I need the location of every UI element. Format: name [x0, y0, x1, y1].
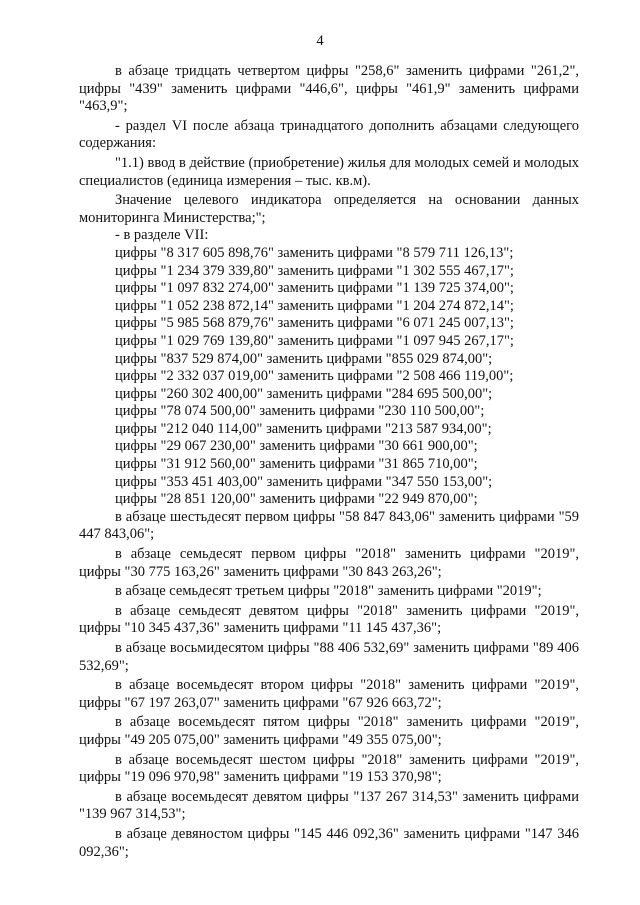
- replacement-line: цифры "78 074 500,00" заменить цифрами "230 110 500,00";: [115, 403, 485, 420]
- replacement-line: цифры "837 529 874,00" заменить цифрами "855 029 874,00";: [115, 350, 493, 367]
- replacement-line: цифры "1 234 379 339,80" заменить цифрами "1 302 555 467,17";: [115, 262, 514, 279]
- paragraph: в абзаце тридцать четвертом цифры "258,6" заменить цифрами "261,2", цифры "439" заменить цифрами "446,6", цифры "461,9" заменить цифрами "463,9";: [79, 63, 579, 115]
- replacement-line: цифры "31 912 560,00" заменить цифрами "31 865 710,00";: [115, 456, 478, 473]
- replacement-line: цифры "5 985 568 879,76" заменить цифрами "6 071 245 007,13";: [115, 315, 514, 332]
- paragraph: в абзаце восьмидесятом цифры "88 406 532,69" заменить цифрами "89 406 532,69";: [79, 640, 579, 674]
- paragraph: в абзаце восемьдесят шестом цифры "2018" заменить цифрами "2019", цифры "19 096 970,98" заменить цифрами "19 153 370,98";: [79, 751, 579, 786]
- replacement-line: цифры "29 067 230,00" заменить цифрами "30 661 900,00";: [115, 438, 478, 455]
- replacement-line: цифры "1 052 238 872,14" заменить цифрами "1 204 274 872,14";: [115, 297, 514, 314]
- replacement-line: цифры "1 029 769 139,80" заменить цифрами "1 097 945 267,17";: [115, 332, 514, 349]
- replacement-line: цифры "8 317 605 898,76" заменить цифрами "8 579 711 126,13";: [115, 244, 514, 261]
- replacement-line: цифры "260 302 400,00" заменить цифрами "284 695 500,00";: [115, 385, 493, 402]
- replacement-line: цифры "212 040 114,00" заменить цифрами "213 587 934,00";: [115, 420, 492, 437]
- paragraph: - в разделе VII:: [115, 227, 209, 244]
- paragraph: в абзаце семьдесят девятом цифры "2018" заменить цифрами "2019", цифры "10 345 437,36" заменить цифрами "11 145 437,36";: [79, 602, 579, 637]
- paragraph: - раздел VI после абзаца тринадцатого дополнить абзацами следующего содержания:: [79, 117, 579, 152]
- paragraph: в абзаце восемьдесят втором цифры "2018" заменить цифрами "2019", цифры "67 197 263,07" заменить цифрами "67 926 663,72";: [79, 677, 579, 711]
- paragraph: "1.1) ввод в действие (приобретение) жилья для молодых семей и молодых специалистов (единица измерения – тыс. кв.м).: [79, 154, 579, 189]
- paragraph: в абзаце семьдесят первом цифры "2018" заменить цифрами "2019", цифры "30 775 163,26" заменить цифрами "30 843 263,26";: [79, 546, 579, 580]
- paragraph: Значение целевого индикатора определяется на основании данных мониторинга Министерства;";: [79, 192, 579, 226]
- replacement-line: цифры "28 851 120,00" заменить цифрами "22 949 870,00";: [115, 491, 478, 508]
- replacement-line: цифры "353 451 403,00" заменить цифрами "347 550 153,00";: [115, 473, 493, 490]
- document-body: [79, 63, 579, 861]
- replacement-line: цифры "1 097 832 274,00" заменить цифрами "1 139 725 374,00";: [115, 280, 514, 297]
- paragraph: в абзаце восемьдесят пятом цифры "2018" заменить цифрами "2019", цифры "49 205 075,00" заменить цифрами "49 355 075,00";: [79, 714, 579, 748]
- paragraph: в абзаце семьдесят третьем цифры "2018" заменить цифрами "2019";: [115, 583, 542, 600]
- replacement-line: цифры "2 332 037 019,00" заменить цифрами "2 508 466 119,00";: [115, 368, 514, 385]
- paragraph: в абзаце восемьдесят девятом цифры "137 267 314,53" заменить цифрами "139 967 314,53";: [79, 788, 579, 823]
- paragraph: в абзаце девяностом цифры "145 446 092,36" заменить цифрами "147 346 092,36";: [79, 825, 579, 860]
- page-number: 4: [316, 33, 324, 49]
- paragraph: в абзаце шестьдесят первом цифры "58 847 843,06" заменить цифрами "59 447 843,06";: [79, 508, 579, 543]
